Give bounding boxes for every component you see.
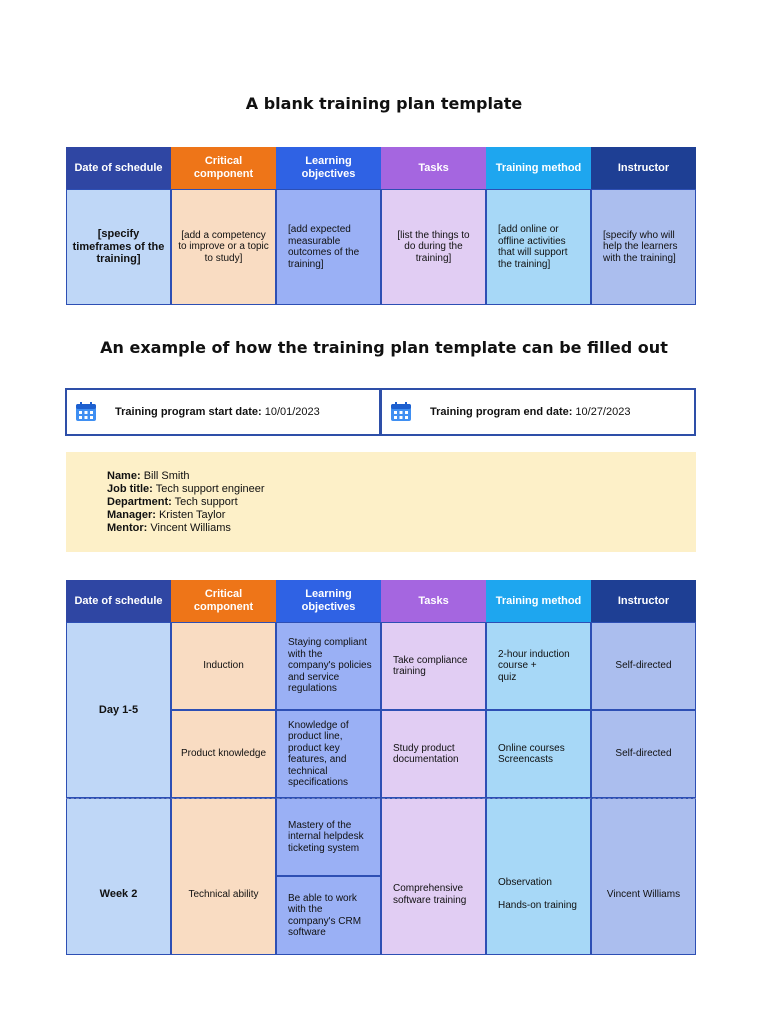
info-department: Tech support: [174, 496, 238, 508]
calendar-icon: [390, 402, 412, 422]
info-manager-label: Manager:: [107, 509, 156, 521]
week2-critical-cell: Technical ability: [171, 798, 276, 955]
week2-method-cell: Observation Hands-on training: [486, 798, 591, 955]
blank-tasks-cell: [list the things to do during the training]: [381, 189, 486, 305]
blank-template-title: A blank training plan template: [245, 94, 523, 113]
header-training-method: Training method: [486, 580, 591, 622]
info-manager-row: [107, 509, 696, 522]
header-learning-objectives: Learning objectives: [276, 147, 381, 189]
blank-critical-cell: [add a competency to improve or a topic to study]: [171, 189, 276, 305]
info-mentor-label: Mentor:: [107, 522, 148, 534]
start-date-label: Training program start date:: [115, 406, 262, 418]
info-name-row: [107, 470, 696, 483]
week2-tasks-cell: Comprehensive software training: [381, 798, 486, 955]
week2-date-cell: Week 2: [66, 798, 171, 955]
blank-learning-cell: [add expected measurable outcomes of the training]: [276, 189, 381, 305]
blank-template-table: [66, 147, 696, 305]
end-date-value: 10/27/2023: [575, 406, 631, 418]
info-department-row: [107, 496, 696, 509]
info-name: Bill Smith: [143, 470, 190, 482]
info-mentor: Vincent Williams: [150, 522, 231, 534]
induction-tasks-cell: Take compliance training: [381, 622, 486, 710]
info-manager: Kristen Taylor: [158, 509, 226, 521]
calendar-icon: [75, 402, 97, 422]
end-date-box: [380, 388, 696, 436]
product-instructor-cell: Self-directed: [591, 710, 696, 798]
week2-learning-cell-2: Be able to work with the company's CRM software: [276, 876, 381, 955]
induction-instructor-cell: Self-directed: [591, 622, 696, 710]
example-table: [66, 580, 696, 955]
header-date: Date of schedule: [66, 147, 171, 189]
induction-critical-cell: Induction: [171, 622, 276, 710]
info-job: Tech support engineer: [155, 483, 265, 495]
product-method-cell: Online courses Screencasts: [486, 710, 591, 798]
header-training-method: Training method: [486, 147, 591, 189]
week2-learning-cell-1: Mastery of the internal helpdesk ticketing system: [276, 798, 381, 876]
info-name-label: Name:: [107, 470, 141, 482]
product-critical-cell: Product knowledge: [171, 710, 276, 798]
employee-info-box: [66, 452, 696, 552]
end-date-label: Training program end date:: [430, 406, 573, 418]
header-instructor: Instructor: [591, 147, 696, 189]
header-critical-component: Critical component: [171, 580, 276, 622]
header-date: Date of schedule: [66, 580, 171, 622]
blank-instructor-cell: [specify who will help the learners with the training]: [591, 189, 696, 305]
product-tasks-cell: Study product documentation: [381, 710, 486, 798]
info-job-row: [107, 483, 696, 496]
header-learning-objectives: Learning objectives: [276, 580, 381, 622]
induction-learning-cell: Staying compliant with the company's policies and service regulations: [276, 622, 381, 710]
info-department-label: Department:: [107, 496, 172, 508]
start-date-value: 10/01/2023: [264, 406, 320, 418]
blank-date-cell: [specify timeframes of the training]: [66, 189, 171, 305]
info-job-label: Job title:: [107, 483, 153, 495]
product-learning-cell: Knowledge of product line, product key features, and technical specifications: [276, 710, 381, 798]
induction-method-cell: 2-hour induction course + quiz: [486, 622, 591, 710]
header-instructor: Instructor: [591, 580, 696, 622]
page-break-divider: [66, 798, 696, 799]
blank-method-cell: [add online or offline activities that will support the training]: [486, 189, 591, 305]
header-tasks: Tasks: [381, 147, 486, 189]
header-critical-component: Critical component: [171, 147, 276, 189]
header-tasks: Tasks: [381, 580, 486, 622]
example-title: An example of how the training plan template can be filled out: [100, 338, 668, 357]
start-date-box: [65, 388, 381, 436]
info-mentor-row: [107, 522, 696, 535]
week2-instructor-cell: Vincent Williams: [591, 798, 696, 955]
day15-date-cell: Day 1-5: [66, 622, 171, 798]
